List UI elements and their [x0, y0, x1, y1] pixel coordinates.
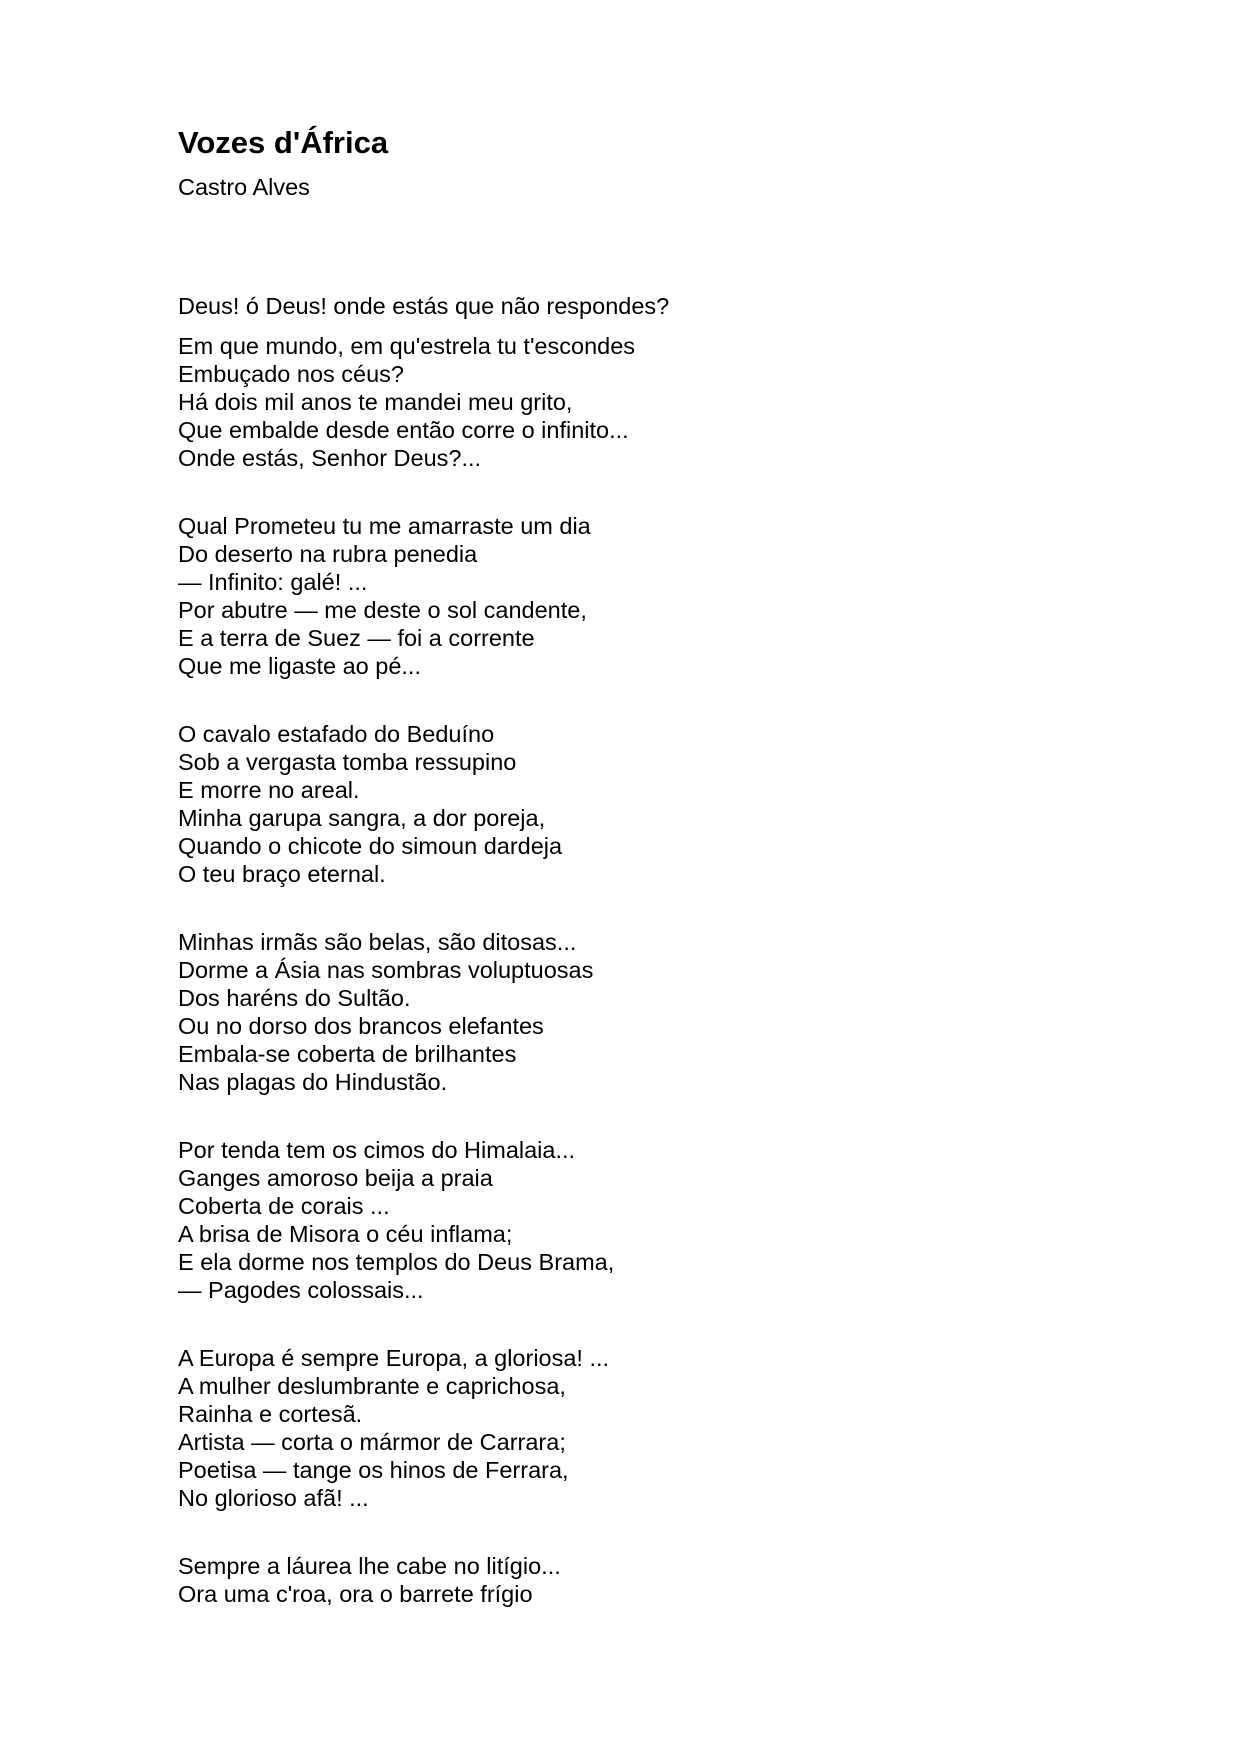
stanza-4	[178, 928, 1078, 1096]
poem-line: — Pagodes colossais...	[178, 1277, 424, 1303]
poem-line: A mulher deslumbrante e caprichosa,	[178, 1373, 566, 1399]
poem-line: O cavalo estafado do Beduíno	[178, 721, 495, 747]
poem-first-line: Deus! ó Deus! onde estás que não respondes?	[178, 293, 670, 319]
poem-line: A brisa de Misora o céu inflama;	[178, 1221, 513, 1247]
poem-line: Que embalde desde então corre o infinito...	[178, 417, 629, 443]
poem-line: Por tenda tem os cimos do Himalaia...	[178, 1137, 576, 1163]
poem-line: E a terra de Suez — foi a corrente	[178, 625, 535, 651]
poem-line: Nas plagas do Hindustão.	[178, 1069, 448, 1095]
stanza-1	[178, 332, 1078, 472]
poem-line: No glorioso afã! ...	[178, 1485, 369, 1511]
poem-title: Vozes d'África	[178, 125, 389, 160]
poem-line: Qual Prometeu tu me amarraste um dia	[178, 513, 591, 539]
poem-line: Poetisa — tange os hinos de Ferrara,	[178, 1457, 569, 1483]
stanza-7	[178, 1552, 1078, 1608]
poem-line: Minhas irmãs são belas, são ditosas...	[178, 929, 577, 955]
poem-line: Quando o chicote do simoun dardeja	[178, 833, 563, 859]
poem-line: Ou no dorso dos brancos elefantes	[178, 1013, 544, 1039]
poem-line: Dos haréns do Sultão.	[178, 985, 411, 1011]
poem-line: O teu braço eternal.	[178, 861, 386, 887]
poem-line: Embuçado nos céus?	[178, 361, 405, 387]
poem-line: E morre no areal.	[178, 777, 360, 803]
poem-line: Coberta de corais ...	[178, 1193, 390, 1219]
poem-line: — Infinito: galé! ...	[178, 569, 368, 595]
poem-line: Ganges amoroso beija a praia	[178, 1165, 493, 1191]
poem-line: Por abutre — me deste o sol candente,	[178, 597, 587, 623]
poem-line: Rainha e cortesã.	[178, 1401, 363, 1427]
stanza-3	[178, 720, 1078, 888]
poem-line: Minha garupa sangra, a dor poreja,	[178, 805, 546, 831]
stanza-2	[178, 512, 1078, 680]
poem-line: Ora uma c'roa, ora o barrete frígio	[178, 1581, 533, 1607]
poem-line: Em que mundo, em qu'estrela tu t'escondes	[178, 333, 636, 359]
poem-line: Do deserto na rubra penedia	[178, 541, 478, 567]
stanza-6	[178, 1344, 1078, 1512]
poem-line: A Europa é sempre Europa, a gloriosa! ...	[178, 1345, 610, 1371]
poem-line: Dorme a Ásia nas sombras voluptuosas	[178, 957, 594, 983]
stanza-5	[178, 1136, 1078, 1304]
poem-body	[178, 292, 1078, 1648]
poem-line: Há dois mil anos te mandei meu grito,	[178, 389, 573, 415]
poem-line: Onde estás, Senhor Deus?...	[178, 445, 482, 471]
poem-line: Artista — corta o mármor de Carrara;	[178, 1429, 566, 1455]
poem-line: Sempre a láurea lhe cabe no litígio...	[178, 1553, 561, 1579]
poem-line: Sob a vergasta tomba ressupino	[178, 749, 517, 775]
poem-author: Castro Alves	[178, 174, 310, 200]
poem-line: E ela dorme nos templos do Deus Brama,	[178, 1249, 615, 1275]
poem-line: Que me ligaste ao pé...	[178, 653, 421, 679]
poem-line: Embala-se coberta de brilhantes	[178, 1041, 517, 1067]
